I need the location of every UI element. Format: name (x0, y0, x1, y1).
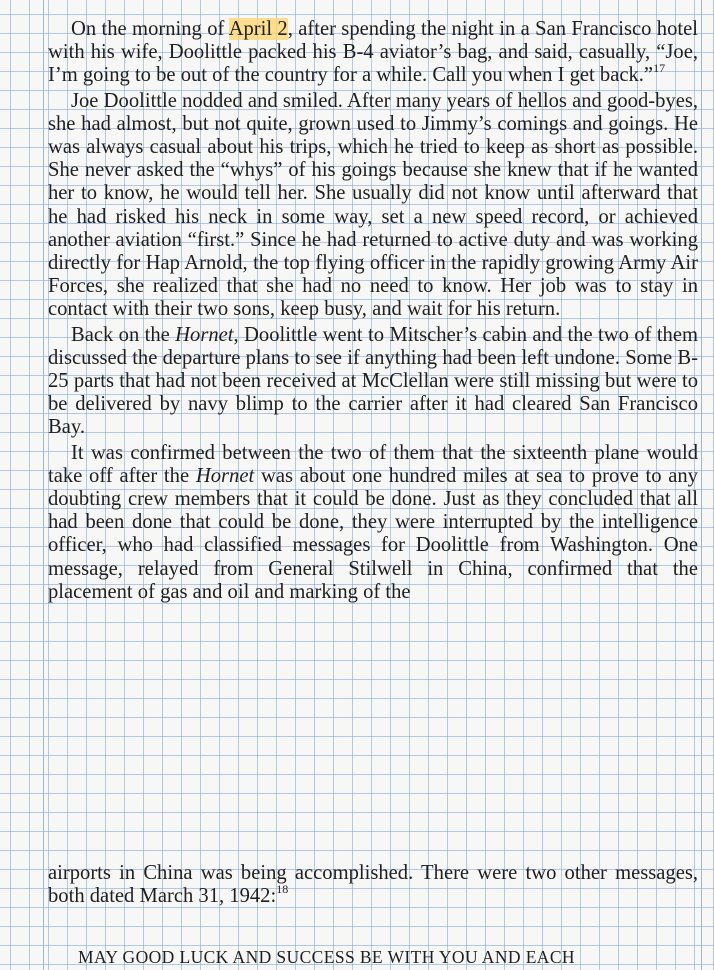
ship-name: Hornet (175, 323, 234, 346)
footnote-marker: 17 (653, 61, 666, 76)
paragraph-4: It was confirmed between the two of them that the sixteenth plane would take off after the Hornet was about one hundred miles at sea to prove to any doubting crew members that it could be done. Just as they concluded that all had been done that could be done, they were interrupted by the intelligence officer, who had classified messages for Doolittle from Washington. One message, relayed from General Stilwell in China, confirmed that the placement of gas and oil and marking of the (48, 441, 698, 603)
page-body (48, 18, 698, 604)
ship-name: Hornet (195, 464, 255, 487)
paragraph-3: Back on the Hornet, Doolittle went to Mitscher’s cabin and the two of them discussed the departure plans to see if anything had been left undone. Some B-25 parts that had not been received at McClellan were still missing but were to be delivered by navy blimp to the carrier after it had cleared San Francisco Bay. (48, 323, 698, 439)
highlighted-date: April 2 (228, 18, 288, 40)
paragraph-2: Joe Doolittle nodded and smiled. After many years of hellos and good-byes, she had almost, but not quite, grown used to Jimmy’s comings and goings. He was always casual about his trips, which he tried to keep as short as possible. She never asked the “whys” of his goings because she knew that if he wanted her to know, he would tell her. She usually did not know until afterward that he had risked his neck in some way, set a new speed record, or achieved another aviation “first.” Since he had returned to active duty and was working directly for Hap Arnold, the top flying officer in the rapidly growing Army Air Forces, she realized that she had no need to know. Her job was to stay in contact with their two sons, keep busy, and wait for his return. (48, 89, 698, 321)
footnote-marker: 18 (276, 882, 289, 897)
notebook-margin-rule-right (701, 0, 702, 970)
paragraph-1: On the morning of April 2, after spending the night in a San Francisco hotel with his wife, Doolittle packed his B-4 aviator’s bag, and said, casually, “Joe, I’m going to be out of the country for a while. Call you when I get back.”$^{17}$ (48, 18, 698, 87)
notebook-margin-rule-left (43, 0, 44, 970)
continuation-block (48, 862, 698, 908)
paragraph-continuation: airports in China was being accomplished. There were two other messages, both dated March 31, 1942:$^{18}$ (48, 862, 698, 908)
quoted-message-line: MAY GOOD LUCK AND SUCCESS BE WITH YOU AND EACH (78, 947, 575, 967)
